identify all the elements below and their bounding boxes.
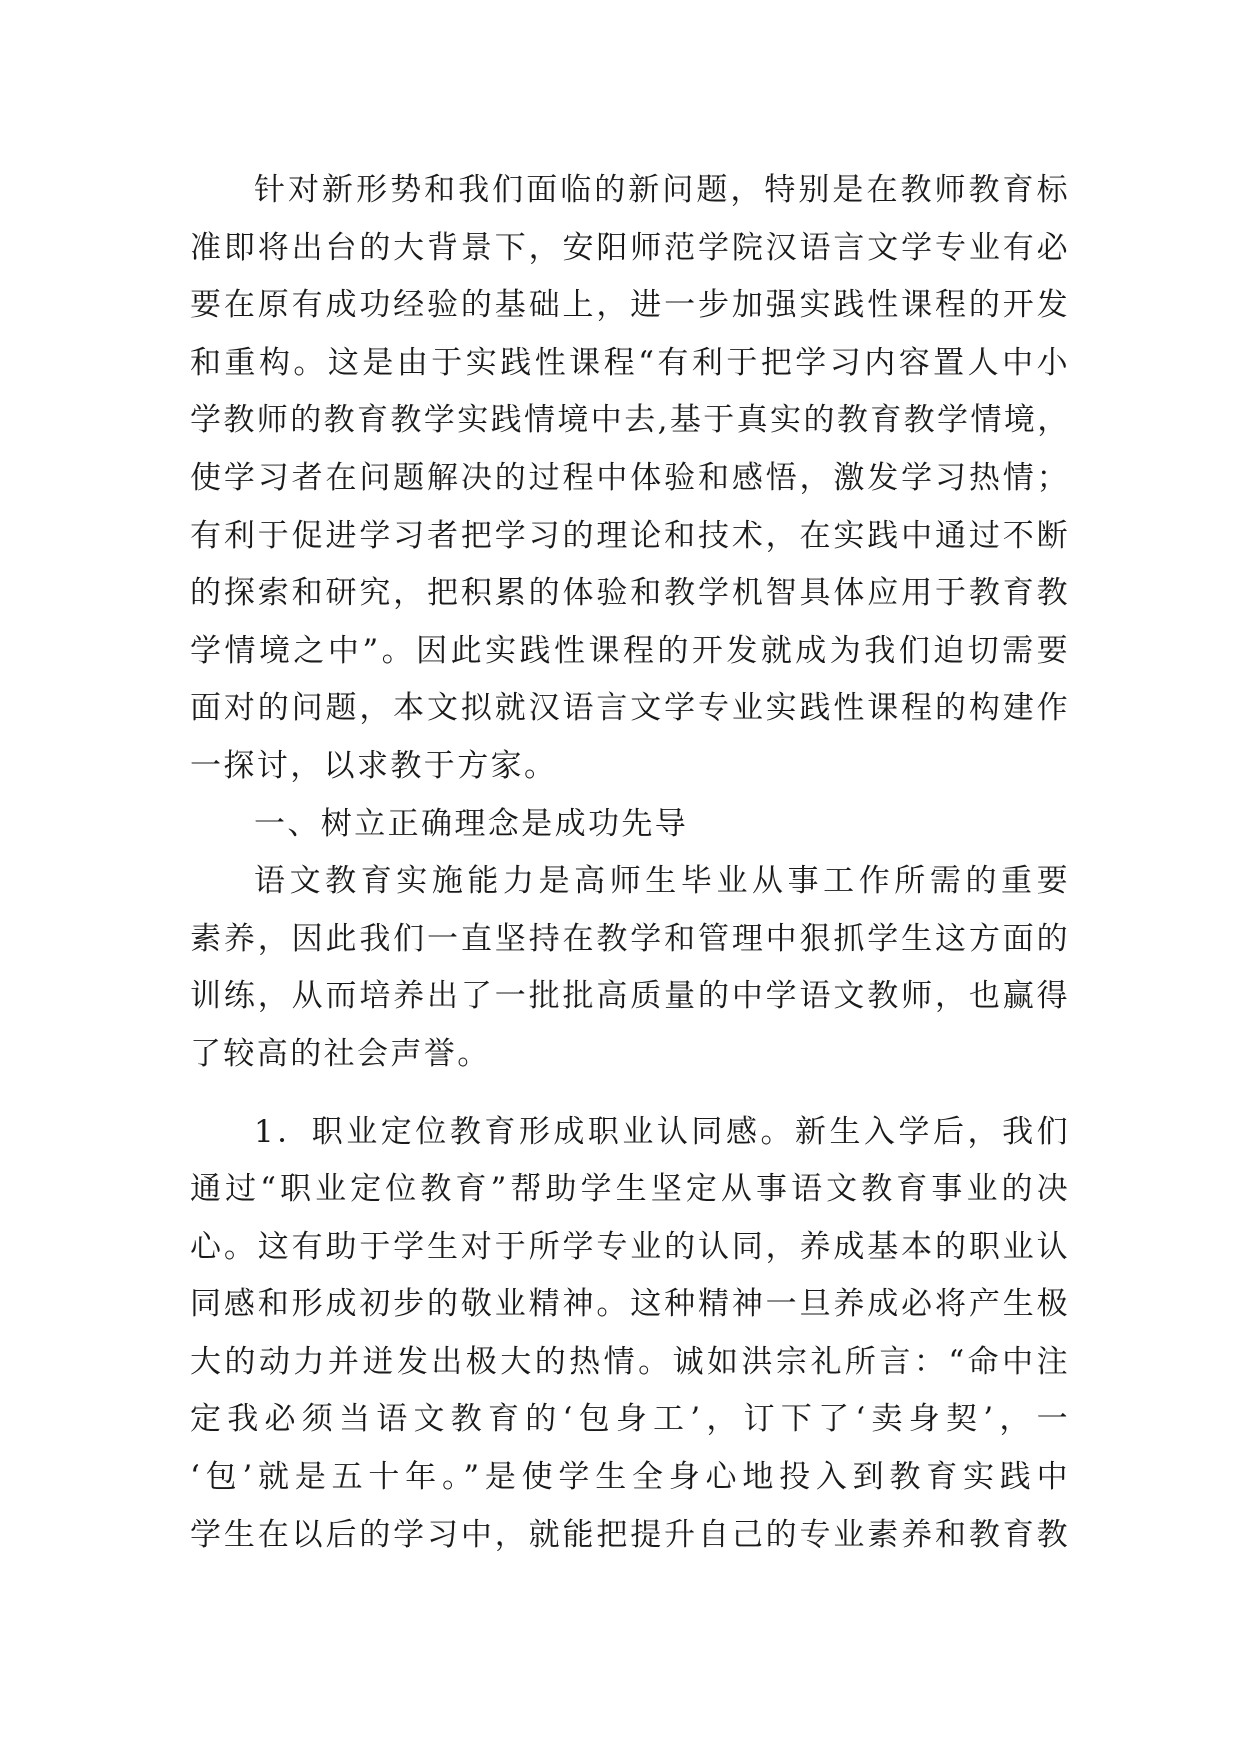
text-line: 有利于促进学习者把学习的理论和技术，在实践中通过不断 [190,517,1070,554]
text-line: 学生在以后的学习中，就能把提升自己的专业素养和教育教 [190,1516,1070,1553]
paragraph-teaching-ability [190,853,1070,1083]
paragraph-gap [190,1084,1070,1104]
text-line: 语文教育实施能力是高师生毕业从事工作所需的重要 [254,863,1070,900]
text-line: 通过“职业定位教育”帮助学生坚定从事语文教育事业的决 [190,1171,1070,1208]
text-line: 素养，因此我们一直坚持在教学和管理中狠抓学生这方面的 [190,920,1070,957]
text-line: 面对的问题，本文拟就汉语言文学专业实践性课程的构建作 [190,690,1070,727]
text-line: 使学习者在问题解决的过程中体验和感悟，激发学习热情； [190,459,1070,496]
text-line: 针对新形势和我们面临的新问题，特别是在教师教育标 [254,172,1070,208]
text-line: 大的动力并迸发出极大的热情。诚如洪宗礼所言：“命中注 [190,1343,1070,1380]
heading-text: 一、树立正确理念是成功先导 [254,805,689,842]
paragraph-career-orientation [190,1104,1070,1565]
text-line: 学情境之中”。因此实践性课程的开发就成为我们迫切需要 [190,632,1070,669]
paragraph-intro [190,162,1070,796]
body-text [190,162,1070,1564]
text-line: 心。这有助于学生对于所学专业的认同，养成基本的职业认 [190,1228,1070,1265]
text-line: 准即将出台的大背景下，安阳师范学院汉语言文学专业有必 [190,229,1070,266]
text-line: 一探讨，以求教于方家。 [190,747,558,784]
text-line: 1．职业定位教育形成职业认同感。新生入学后，我们 [254,1113,1070,1150]
section-heading [190,796,1070,854]
text-line: 训练，从而培养出了一批批高质量的中学语文教师，也赢得 [190,978,1070,1015]
text-line: ‘包’就是五十年。”是使学生全身心地投入到教育实践中 [190,1459,1070,1496]
text-line: 学教师的教育教学实践情境中去,基于真实的教育教学情境， [190,402,1071,439]
text-line: 的探索和研究，把积累的体验和教学机智具体应用于教育教 [190,575,1070,612]
text-line: 和重构。这是由于实践性课程“有利于把学习内容置人中小 [190,344,1070,381]
text-line: 定我必须当语文教育的‘包身工’，订下了‘卖身契’，一 [190,1401,1070,1438]
text-line: 了较高的社会声誉。 [190,1035,491,1072]
text-line: 同感和形成初步的敬业精神。这种精神一旦养成必将产生极 [190,1286,1070,1323]
text-line: 要在原有成功经验的基础上，进一步加强实践性课程的开发 [190,287,1070,324]
